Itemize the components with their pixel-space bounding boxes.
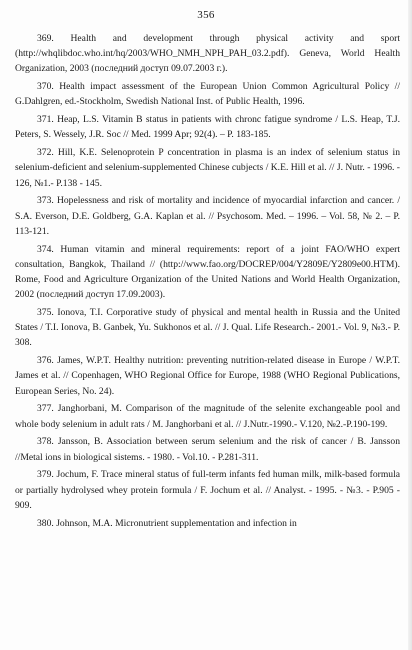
reference-item (15, 401, 400, 431)
reference-text: Jansson, B. Association between serum selenium and the risk of cancer / B. Jansson //Metal ions in biological sistems. - 1980. - Vol.10. - P.281-311. (15, 436, 400, 463)
reference-item (15, 79, 400, 109)
reference-number: 370. (37, 81, 54, 93)
reference-item (15, 516, 400, 531)
reference-number: 373. (37, 195, 54, 207)
reference-text: Ionova, T.I. Corporative study of physical and mental health in Russia and the United States / T.I. Ionova, B. Ganbek, Yu. Sukhonos et al. // J. Qual. Life Research.- 2001.- Vol. 9, №3.- P. 308. (15, 307, 400, 349)
reference-text: Johnson, M.A. Micronutrient supplementation and infection in (56, 517, 297, 529)
reference-item (15, 242, 400, 303)
reference-text: Health and development through physical activity and sport (http://whqlibdoc.who.int/hq/2003/WHO_NMH_NPH_PAH_03.2.pdf). Geneva, World Health Organization, 2003 (последний доступ 09.07.2003 г.). (15, 33, 400, 75)
reference-number: 369. (37, 33, 54, 44)
reference-text: Heap, L.S. Vitamin B status in patients with chronc fatigue syndrome / L.S. Heap, T.J. Peters, S. Wessely, J.R. Soc // Med. 1999 Apr; 92(4). – P. 183-185. (15, 114, 400, 141)
reference-item (15, 193, 400, 239)
page-number: 356 (197, 9, 215, 21)
reference-text: Human vitamin and mineral requirements: report of a joint FAO/WHO expert consultation, Bangkok, Thailand // (http://www.fao.org/DOCREP/004/Y2809E/Y2809e00.HTM). Rome, Food and Agriculture Organization of the United Nations and World Health Organization, 2002 (последний доступ 17.09.2003). (15, 243, 400, 301)
reference-item (15, 31, 400, 77)
page-edge-shadow (408, 0, 412, 650)
reference-list (15, 31, 400, 533)
reference-item (15, 434, 400, 464)
reference-text: Janghorbani, M. Comparison of the magnitude of the selenite exchangeable pool and whole body selenium in adult rats / M. Janghorbani et al. // J.Nutr.-1990.- V.120, №2.-P.190-199. (15, 403, 400, 430)
reference-number: 376. (37, 355, 54, 367)
reference-item (15, 145, 400, 191)
reference-item (15, 467, 400, 513)
reference-item (15, 305, 400, 351)
reference-number: 371. (37, 114, 54, 126)
reference-number: 377. (37, 403, 54, 415)
reference-text: Health impact assessment of the European Union Common Agricultural Policy // G.Dahlgren, ed.-Stockholm, Swedish National Inst. of Public Health, 1996. (15, 81, 400, 108)
reference-number: 378. (37, 436, 54, 448)
reference-number: 380. (37, 517, 54, 529)
reference-number: 379. (37, 469, 54, 481)
reference-text: Hopelessness and risk of mortality and incidence of myocardial infarction and cancer. / S.A. Everson, D.E. Goldberg, G.A. Kaplan et al. // Psychosom. Med. – 1996. – Vol. 58, № 2. – P. 113-121. (15, 195, 400, 237)
reference-item (15, 353, 400, 399)
reference-number: 375. (37, 307, 54, 319)
reference-number: 372. (37, 147, 54, 159)
reference-text: Hill, K.E. Selenoprotein P concentration in plasma is an index of selenium status in selenium-deficient and selenium-supplemented Chinese cubjects / K.E. Hill et al. // J. Nutr. - 1996. - 126, №1.- P.138 - 145. (15, 147, 400, 189)
reference-text: Jochum, F. Trace mineral status of full-term infants fed human milk, milk-based formula or partially hydrolysed whey protein formula / F. Jochum et al. // Analyst. - 1995. - №3. - P.905 - 909. (15, 469, 401, 511)
reference-item (15, 112, 400, 142)
reference-number: 374. (37, 243, 54, 255)
reference-text: James, W.P.T. Healthy nutrition: preventing nutrition-related disease in Europe / W.P.T. James et al. // Copenhagen, WHO Regional Office for Europe, 1988 (WHO Regional Publications, European Series, No. 24). (15, 355, 400, 397)
